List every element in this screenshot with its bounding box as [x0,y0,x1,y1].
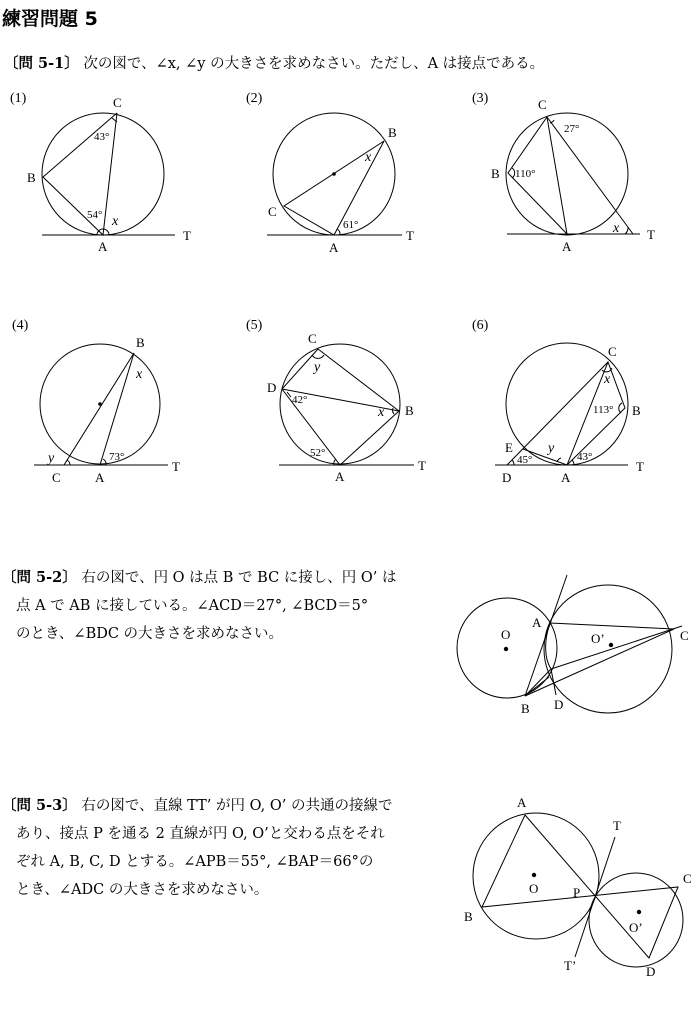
svg-text:B: B [388,125,397,140]
svg-text:B: B [632,403,641,418]
question-5-2-line-3: のとき、∠BDC の大きさを求めなさい。 [16,626,284,642]
svg-text:O’: O’ [629,920,643,935]
figure-5-3 [460,790,698,980]
question-5-3-line-4: とき、∠ADC の大きさを求めなさい。 [16,882,269,898]
svg-text:61°: 61° [343,219,359,231]
svg-text:O’: O’ [591,631,605,646]
svg-text:A: A [532,615,542,630]
figure-1 [0,80,230,260]
question-5-3-line-2: あり、接点 P を通る 2 直線が円 O, O’と交わる点をそれ [16,826,385,842]
question-5-3-line-1: 右の図で、直線 TT’ が円 O, O’ の共通の接線で [81,798,393,814]
svg-text:E: E [505,440,513,455]
figure-5 [230,305,460,490]
svg-text:A: A [335,469,345,484]
question-5-2-line-1: 右の図で、円 O は点 B で BC に接し、円 O’ は [81,570,397,586]
svg-text:x: x [604,372,611,387]
question-5-3-head: 〔問 5-3〕 [2,797,77,814]
svg-text:A: A [95,470,105,485]
svg-text:x: x [136,367,143,382]
svg-text:O: O [529,881,539,896]
svg-text:x: x [365,150,372,165]
svg-text:A: A [329,240,339,255]
svg-text:113°: 113° [593,404,614,416]
question-5-2-head: 〔問 5-2〕 [2,569,77,586]
svg-text:x: x [378,405,385,420]
figure-4 [0,305,230,490]
svg-text:T: T [172,459,180,474]
svg-text:45°: 45° [517,454,533,466]
svg-text:T: T [406,228,414,243]
svg-text:A: A [98,239,108,254]
svg-text:B: B [464,909,473,924]
svg-text:y: y [48,451,55,466]
svg-text:43°: 43° [577,451,593,463]
svg-text:C: C [52,470,61,485]
svg-text:A: A [562,239,572,254]
svg-text:(3): (3) [472,91,489,106]
svg-text:C: C [113,95,122,110]
svg-text:A: A [561,470,571,485]
question-5-1 [4,50,544,78]
figure-2 [230,80,460,260]
svg-text:73°: 73° [109,451,125,463]
svg-text:C: C [683,871,692,886]
svg-text:(5): (5) [246,318,263,333]
svg-text:C: C [608,344,617,359]
svg-text:T: T [183,228,191,243]
svg-text:52°: 52° [310,447,326,459]
svg-text:P: P [573,885,581,900]
svg-text:B: B [27,170,36,185]
question-5-2-line-2: 点 A で AB に接している。∠ACD＝27°, ∠BCD＝5° [16,598,369,614]
svg-text:C: C [680,628,689,643]
question-5-1-text: 次の図で、∠x, ∠y の大きさを求めなさい。ただし、A は接点である。 [83,56,545,72]
svg-text:y: y [314,360,321,375]
svg-text:C: C [538,97,547,112]
svg-text:B: B [136,335,145,350]
figure-3 [460,80,698,260]
svg-text:A: A [517,795,527,810]
svg-text:D: D [646,964,656,979]
svg-text:C: C [268,204,277,219]
svg-text:110°: 110° [515,168,536,180]
svg-text:54°: 54° [87,209,103,221]
svg-text:T: T [613,818,621,833]
figure-5-2 [450,570,698,720]
svg-text:(6): (6) [472,318,489,333]
svg-text:27°: 27° [564,123,580,135]
svg-text:y: y [548,441,555,456]
svg-text:B: B [491,166,500,181]
figure-number: (1) [10,91,27,106]
svg-text:B: B [405,403,414,418]
svg-text:C: C [308,331,317,346]
svg-text:D: D [554,697,564,712]
svg-text:T: T [636,459,644,474]
svg-text:T: T [418,458,426,473]
svg-text:B: B [521,701,530,716]
question-5-3-line-3: ぞれ A, B, C, D とする。∠APB＝55°, ∠BAP＝66°の [16,854,374,870]
page-title: 練習問題 5 [2,8,98,30]
svg-text:(2): (2) [246,91,263,106]
svg-text:42°: 42° [292,394,308,406]
svg-text:T: T [647,227,655,242]
svg-text:x: x [112,214,119,229]
svg-text:T’: T’ [564,958,577,973]
svg-text:O: O [501,627,511,642]
svg-text:43°: 43° [94,131,110,143]
svg-text:x: x [613,221,620,236]
figure-6 [460,305,698,490]
question-5-1-head: 〔問 5-1〕 [4,55,79,72]
svg-text:(4): (4) [12,318,29,333]
svg-text:D: D [267,380,277,395]
svg-text:D: D [502,470,512,485]
